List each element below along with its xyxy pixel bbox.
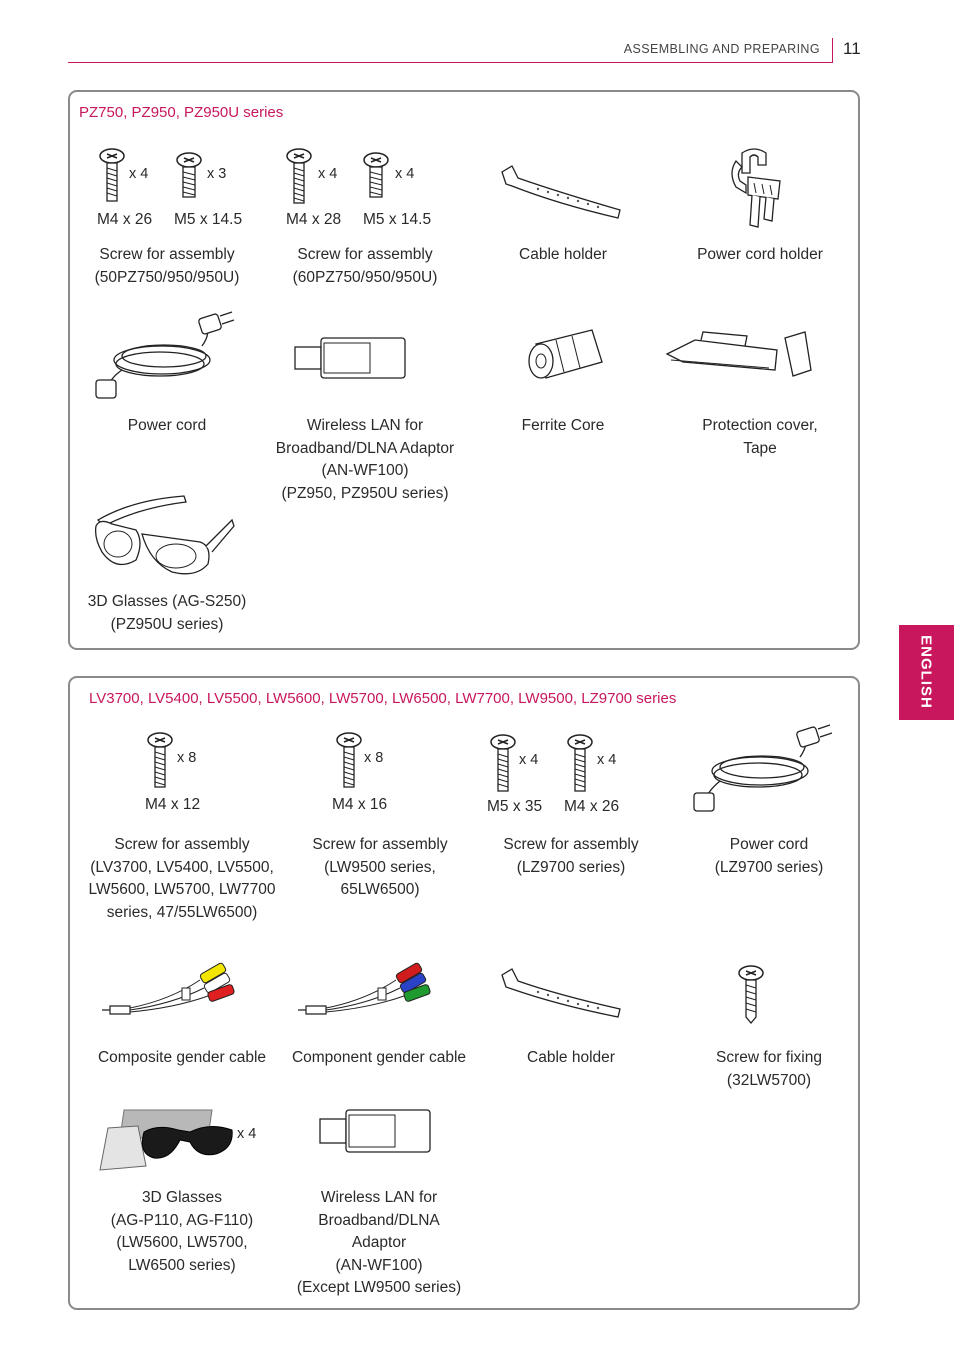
caption-power-cord: Power cord [127, 417, 207, 434]
caption-line: Adaptor [351, 1234, 407, 1251]
screw-qty: x 4 [597, 752, 617, 768]
ferrite-core-icon [526, 326, 608, 386]
caption-composite-cable: Composite gender cable [97, 1049, 267, 1066]
caption-line: Broadband/DLNA Adaptor [275, 439, 455, 457]
screw-size: M4 x 12 [145, 796, 201, 813]
screw-qty: x 4 [129, 166, 149, 182]
glasses-qty: x 4 [237, 1126, 257, 1142]
caption-screws-60 [270, 244, 460, 289]
caption-component-cable: Component gender cable [291, 1049, 467, 1066]
screw-size: M5 x 14.5 [363, 211, 432, 228]
caption-3d-glasses-s250 [72, 591, 262, 636]
caption-line: Wireless LAN for [306, 417, 424, 434]
caption-line: (LZ9700 series) [714, 858, 824, 876]
caption-ferrite-core: Ferrite Core [521, 417, 605, 434]
screw-qty: x 8 [364, 750, 384, 766]
screw-icon [362, 152, 390, 202]
caption-line: (LZ9700 series) [516, 858, 626, 876]
caption-screws-lw9500 [285, 834, 475, 902]
screw-size: M4 x 26 [564, 798, 620, 815]
wireless-adaptor-icon [294, 337, 406, 379]
screw-qty: x 4 [318, 166, 338, 182]
wireless-adaptor-icon [319, 1109, 431, 1153]
caption-protection-cover [670, 415, 850, 460]
caption-line: Tape [743, 439, 777, 457]
screw-size: M5 x 14.5 [174, 211, 243, 228]
caption-wireless-lan [284, 1187, 474, 1300]
caption-line: (LW9500 series, [324, 858, 436, 876]
caption-line: Broadband/DLNA [318, 1211, 440, 1229]
cable-holder-icon [498, 965, 624, 1021]
caption-wireless-lan [255, 415, 475, 505]
protection-cover-icon [665, 330, 815, 380]
caption-line: 3D Glasses [141, 1189, 223, 1206]
screw-icon [285, 148, 313, 206]
power-cord-icon [690, 725, 840, 817]
caption-screw-fixing [679, 1047, 859, 1092]
caption-line: (PZ950, PZ950U series) [281, 484, 449, 502]
caption-line: (PZ950U series) [110, 615, 224, 633]
caption-screws-lz9700 [476, 834, 666, 879]
caption-line: Screw for assembly [99, 246, 235, 263]
language-tab [899, 625, 954, 720]
screw-icon [566, 734, 594, 794]
composite-cable-icon [100, 962, 245, 1018]
power-cord-holder-icon [722, 143, 786, 229]
caption-screws-50 [72, 244, 262, 289]
caption-line: Screw for assembly [312, 836, 448, 853]
screw-icon [489, 734, 517, 794]
header-rule [68, 62, 832, 63]
section-lv-title: LV3700, LV5400, LV5500, LW5600, LW5700, LW6500, LW7700, LW9500, LZ9700 series [89, 690, 677, 707]
caption-power-cord-holder: Power cord holder [697, 246, 823, 263]
page-number: 11 [843, 39, 861, 58]
screw-icon [175, 152, 203, 202]
screw-icon [98, 148, 126, 204]
3d-glasses-icon [92, 490, 238, 582]
caption-line: Screw for assembly [297, 246, 433, 263]
caption-power-cord-lz [679, 834, 859, 879]
language-tab-label: ENGLISH [917, 635, 935, 709]
caption-line: (Except LW9500 series) [296, 1279, 462, 1296]
screw-qty: x 4 [519, 752, 539, 768]
screw-qty: x 3 [207, 166, 227, 182]
caption-line: LW6500 series) [128, 1256, 236, 1274]
caption-line: 3D Glasses (AG-S250) [87, 593, 247, 610]
caption-screws-lv [72, 834, 292, 924]
caption-line: (60PZ750/950/950U) [292, 268, 438, 286]
screw-size: M4 x 26 [97, 211, 153, 228]
caption-line: (LW5600, LW5700, [116, 1234, 248, 1251]
caption-line: (AN-WF100) [335, 1256, 423, 1274]
caption-line: (LV3700, LV5400, LV5500, [90, 858, 274, 876]
screw-size: M5 x 35 [487, 798, 543, 815]
section-pz-title: PZ750, PZ950, PZ950U series [79, 104, 284, 121]
caption-line: Protection cover, [702, 417, 818, 434]
caption-line: Screw for assembly [114, 836, 250, 853]
caption-line: Screw for fixing [716, 1049, 822, 1066]
caption-line: (AG-P110, AG-F110) [110, 1211, 254, 1229]
caption-line: (50PZ750/950/950U) [94, 268, 240, 286]
caption-line: (32LW5700) [726, 1071, 812, 1089]
screw-icon [146, 732, 174, 790]
screw-qty: x 4 [395, 166, 415, 182]
caption-line: Screw for assembly [503, 836, 639, 853]
caption-line: Power cord [729, 836, 809, 853]
screw-size: M4 x 16 [332, 796, 388, 813]
screw-qty: x 8 [177, 750, 197, 766]
component-cable-icon [296, 962, 441, 1018]
caption-line: series, 47/55LW6500) [106, 903, 258, 921]
header-divider [832, 38, 833, 63]
screw-size: M4 x 28 [286, 211, 342, 228]
caption-cable-holder: Cable holder [519, 246, 607, 263]
power-cord-icon [92, 312, 242, 400]
caption-3d-glasses-p110 [77, 1187, 287, 1277]
caption-line: LW5600, LW5700, LW7700 [88, 881, 276, 898]
header-title: ASSEMBLING AND PREPARING [623, 42, 820, 56]
3d-glasses-icon [98, 1108, 236, 1172]
screw-icon [335, 732, 363, 790]
caption-line: Wireless LAN for [320, 1189, 438, 1206]
caption-line: (AN-WF100) [321, 462, 409, 479]
screw-icon [736, 965, 766, 1025]
cable-holder-icon [498, 162, 624, 222]
caption-cable-holder: Cable holder [527, 1049, 615, 1066]
caption-line: 65LW6500) [340, 881, 420, 898]
